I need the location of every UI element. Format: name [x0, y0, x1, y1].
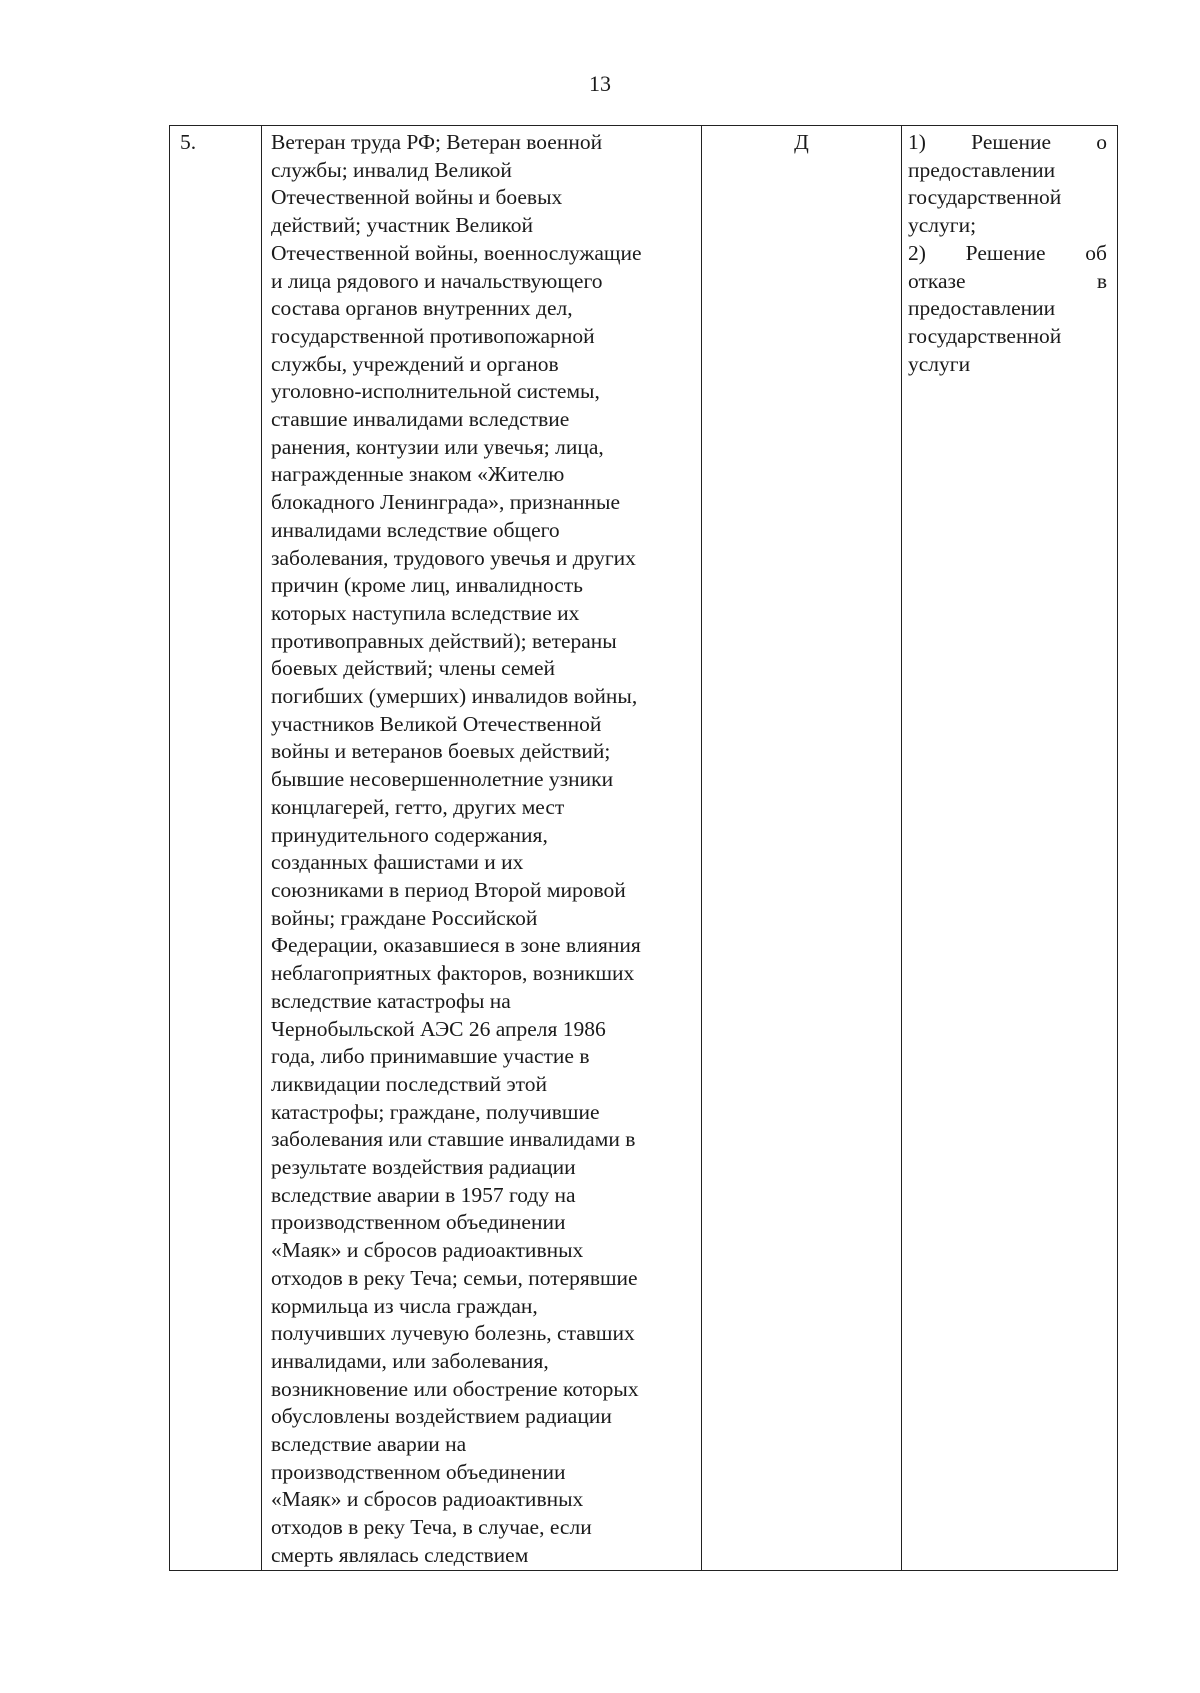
result-marker-1: 1) [908, 130, 926, 154]
category-line: «Маяк» и сбросов радиоактивных [271, 1487, 584, 1512]
category-line: награжденные знаком «Жителю [271, 462, 565, 487]
category-line: производственном объединении [271, 1459, 566, 1484]
category-line: боевых действий; члены семей [271, 656, 556, 681]
category-line: смерть являлась следствием [271, 1542, 529, 1567]
category-line: Чернобыльской АЭС 26 апреля 1986 [271, 1016, 606, 1041]
category-line: ставшие инвалидами вследствие [271, 407, 570, 432]
category-line: которых наступила вследствие их [271, 600, 580, 625]
category-line: службы, учреждений и органов [271, 351, 559, 376]
category-line: инвалидами вследствие общего [271, 517, 560, 542]
category-line: результате воздействия радиации [271, 1155, 576, 1180]
category-line: причин (кроме лиц, инвалидность [271, 573, 583, 598]
category-line: Ветеран труда РФ; Ветеран военной [271, 130, 603, 154]
result-line [908, 129, 1107, 157]
result-word: отказе [908, 268, 966, 293]
result-line: услуги; [908, 213, 977, 238]
category-line: войны; граждане Российской [271, 905, 538, 930]
category-line: возникновение или обострение которых [271, 1376, 639, 1401]
row-number-cell [170, 126, 262, 1571]
category-line: союзниками в период Второй мировой [271, 877, 626, 902]
services-table [169, 125, 1118, 1571]
category-line: войны и ветеранов боевых действий; [271, 739, 611, 764]
category-line: неблагоприятных факторов, возникших [271, 961, 635, 986]
category-line: ранения, контузии или увечья; лица, [271, 434, 604, 459]
category-line: кормильца из числа граждан, [271, 1293, 538, 1318]
category-line: заболевания или ставшие инвалидами в [271, 1127, 636, 1152]
category-line: участников Великой Отечественной [271, 711, 602, 736]
category-line: года, либо принимавшие участие в [271, 1044, 590, 1069]
result-word: Решение [971, 130, 1052, 154]
result-cell [902, 126, 1118, 1571]
category-line: отходов в реку Теча, в случае, если [271, 1515, 592, 1540]
result-word: об [1085, 240, 1107, 265]
page-number: 13 [589, 71, 611, 96]
result-line: услуги [908, 351, 971, 376]
category-line: «Маяк» и сбросов радиоактивных [271, 1238, 584, 1263]
result-word: Решение [965, 240, 1046, 265]
category-line: производственном объединении [271, 1210, 566, 1235]
row-number: 5. [180, 130, 197, 154]
type-code: Д [794, 130, 809, 154]
category-line: катастрофы; граждане, получившие [271, 1099, 600, 1124]
category-line: Отечественной войны и боевых [271, 185, 563, 210]
category-line: действий; участник Великой [271, 213, 534, 238]
result-line: предоставлении [908, 157, 1056, 182]
recipient-category-cell [262, 126, 702, 1571]
result-line [908, 240, 1107, 268]
category-line: бывшие несовершеннолетние узники [271, 767, 614, 792]
result-line: государственной [908, 185, 1062, 210]
table-row [170, 126, 1118, 1571]
category-line: концлагерей, гетто, других мест [271, 794, 565, 819]
category-line: и лица рядового и начальствующего [271, 268, 603, 293]
category-line: противоправных действий); ветераны [271, 628, 617, 653]
result-line [908, 268, 1107, 296]
category-line: обусловлены воздействием радиации [271, 1404, 612, 1429]
category-line: уголовно-исполнительной системы, [271, 379, 600, 404]
result-word: о [1096, 130, 1107, 154]
category-line: ликвидации последствий этой [271, 1071, 548, 1096]
category-line: отходов в реку Теча; семьи, потерявшие [271, 1265, 638, 1290]
type-code-cell [702, 126, 902, 1571]
category-line: блокадного Ленинграда», признанные [271, 490, 621, 515]
result-line: предоставлении [908, 296, 1056, 321]
category-line: вследствие аварии в 1957 году на [271, 1182, 576, 1207]
category-line: состава органов внутренних дел, [271, 296, 573, 321]
category-line: государственной противопожарной [271, 323, 595, 348]
category-line: Отечественной войны, военнослужащие [271, 240, 642, 265]
result-marker-2: 2) [908, 240, 926, 265]
result-word: в [1096, 268, 1107, 293]
category-line: службы; инвалид Великой [271, 157, 512, 182]
result-line: государственной [908, 323, 1062, 348]
category-line: Федерации, оказавшиеся в зоне влияния [271, 933, 641, 958]
category-line: заболевания, трудового увечья и других [271, 545, 636, 570]
category-line: вследствие аварии на [271, 1432, 467, 1457]
category-line: инвалидами, или заболевания, [271, 1348, 549, 1373]
category-line: вследствие катастрофы на [271, 988, 511, 1013]
category-line: погибших (умерших) инвалидов войны, [271, 684, 638, 709]
category-line: получивших лучевую болезнь, ставших [271, 1321, 635, 1346]
category-line: принудительного содержания, [271, 822, 548, 847]
category-line: созданных фашистами и их [271, 850, 524, 875]
